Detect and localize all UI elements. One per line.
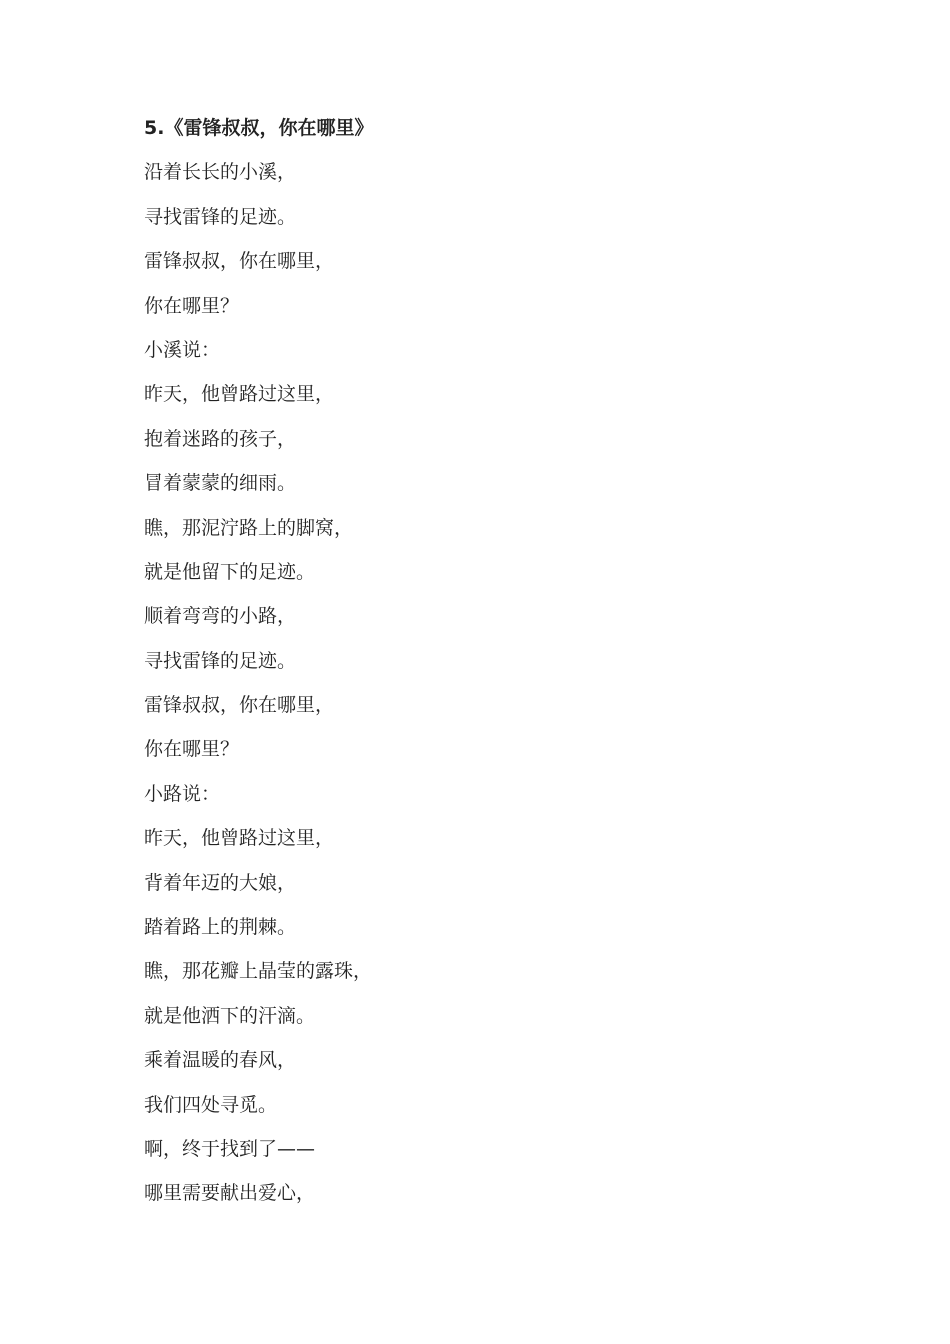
poem-line: 踏着路上的荆棘。: [144, 916, 297, 939]
poem-line: 乘着温暖的春风，: [144, 1049, 297, 1072]
poem-line: 雷锋叔叔，你在哪里，: [144, 694, 335, 717]
poem-line: 冒着蒙蒙的细雨。: [144, 472, 297, 495]
poem-line: 小溪说：: [144, 338, 221, 361]
poem-line: 你在哪里？: [144, 294, 240, 317]
poem-line: 小路说：: [144, 782, 221, 805]
poem-lines: [144, 157, 844, 1208]
poem-line: 就是他留下的足迹。: [144, 560, 316, 583]
poem-line: 顺着弯弯的小路，: [144, 605, 297, 628]
poem-line: 哪里需要献出爱心，: [144, 1182, 316, 1205]
poem-line: 啊，终于找到了——: [144, 1137, 316, 1160]
poem-line: 瞧，那花瓣上晶莹的露珠，: [144, 960, 373, 983]
poem-line: 寻找雷锋的足迹。: [144, 649, 297, 672]
poem-line: 我们四处寻觅。: [144, 1093, 278, 1116]
poem-line: 昨天，他曾路过这里，: [144, 383, 335, 406]
poem-line: 你在哪里？: [144, 738, 240, 761]
poem-line: 就是他洒下的汗滴。: [144, 1004, 316, 1027]
poem-line: 背着年迈的大娘，: [144, 871, 297, 894]
poem-title: 5.《雷锋叔叔，你在哪里》: [144, 117, 374, 139]
poem-line: 瞧，那泥泞路上的脚窝，: [144, 516, 354, 539]
poem-line: 昨天，他曾路过这里，: [144, 827, 335, 850]
poem-line: 抱着迷路的孩子，: [144, 427, 297, 450]
poem-line: 雷锋叔叔，你在哪里，: [144, 250, 335, 273]
poem-line: 寻找雷锋的足迹。: [144, 205, 297, 228]
poem-line: 沿着长长的小溪，: [144, 161, 297, 184]
poem: [144, 113, 844, 1223]
